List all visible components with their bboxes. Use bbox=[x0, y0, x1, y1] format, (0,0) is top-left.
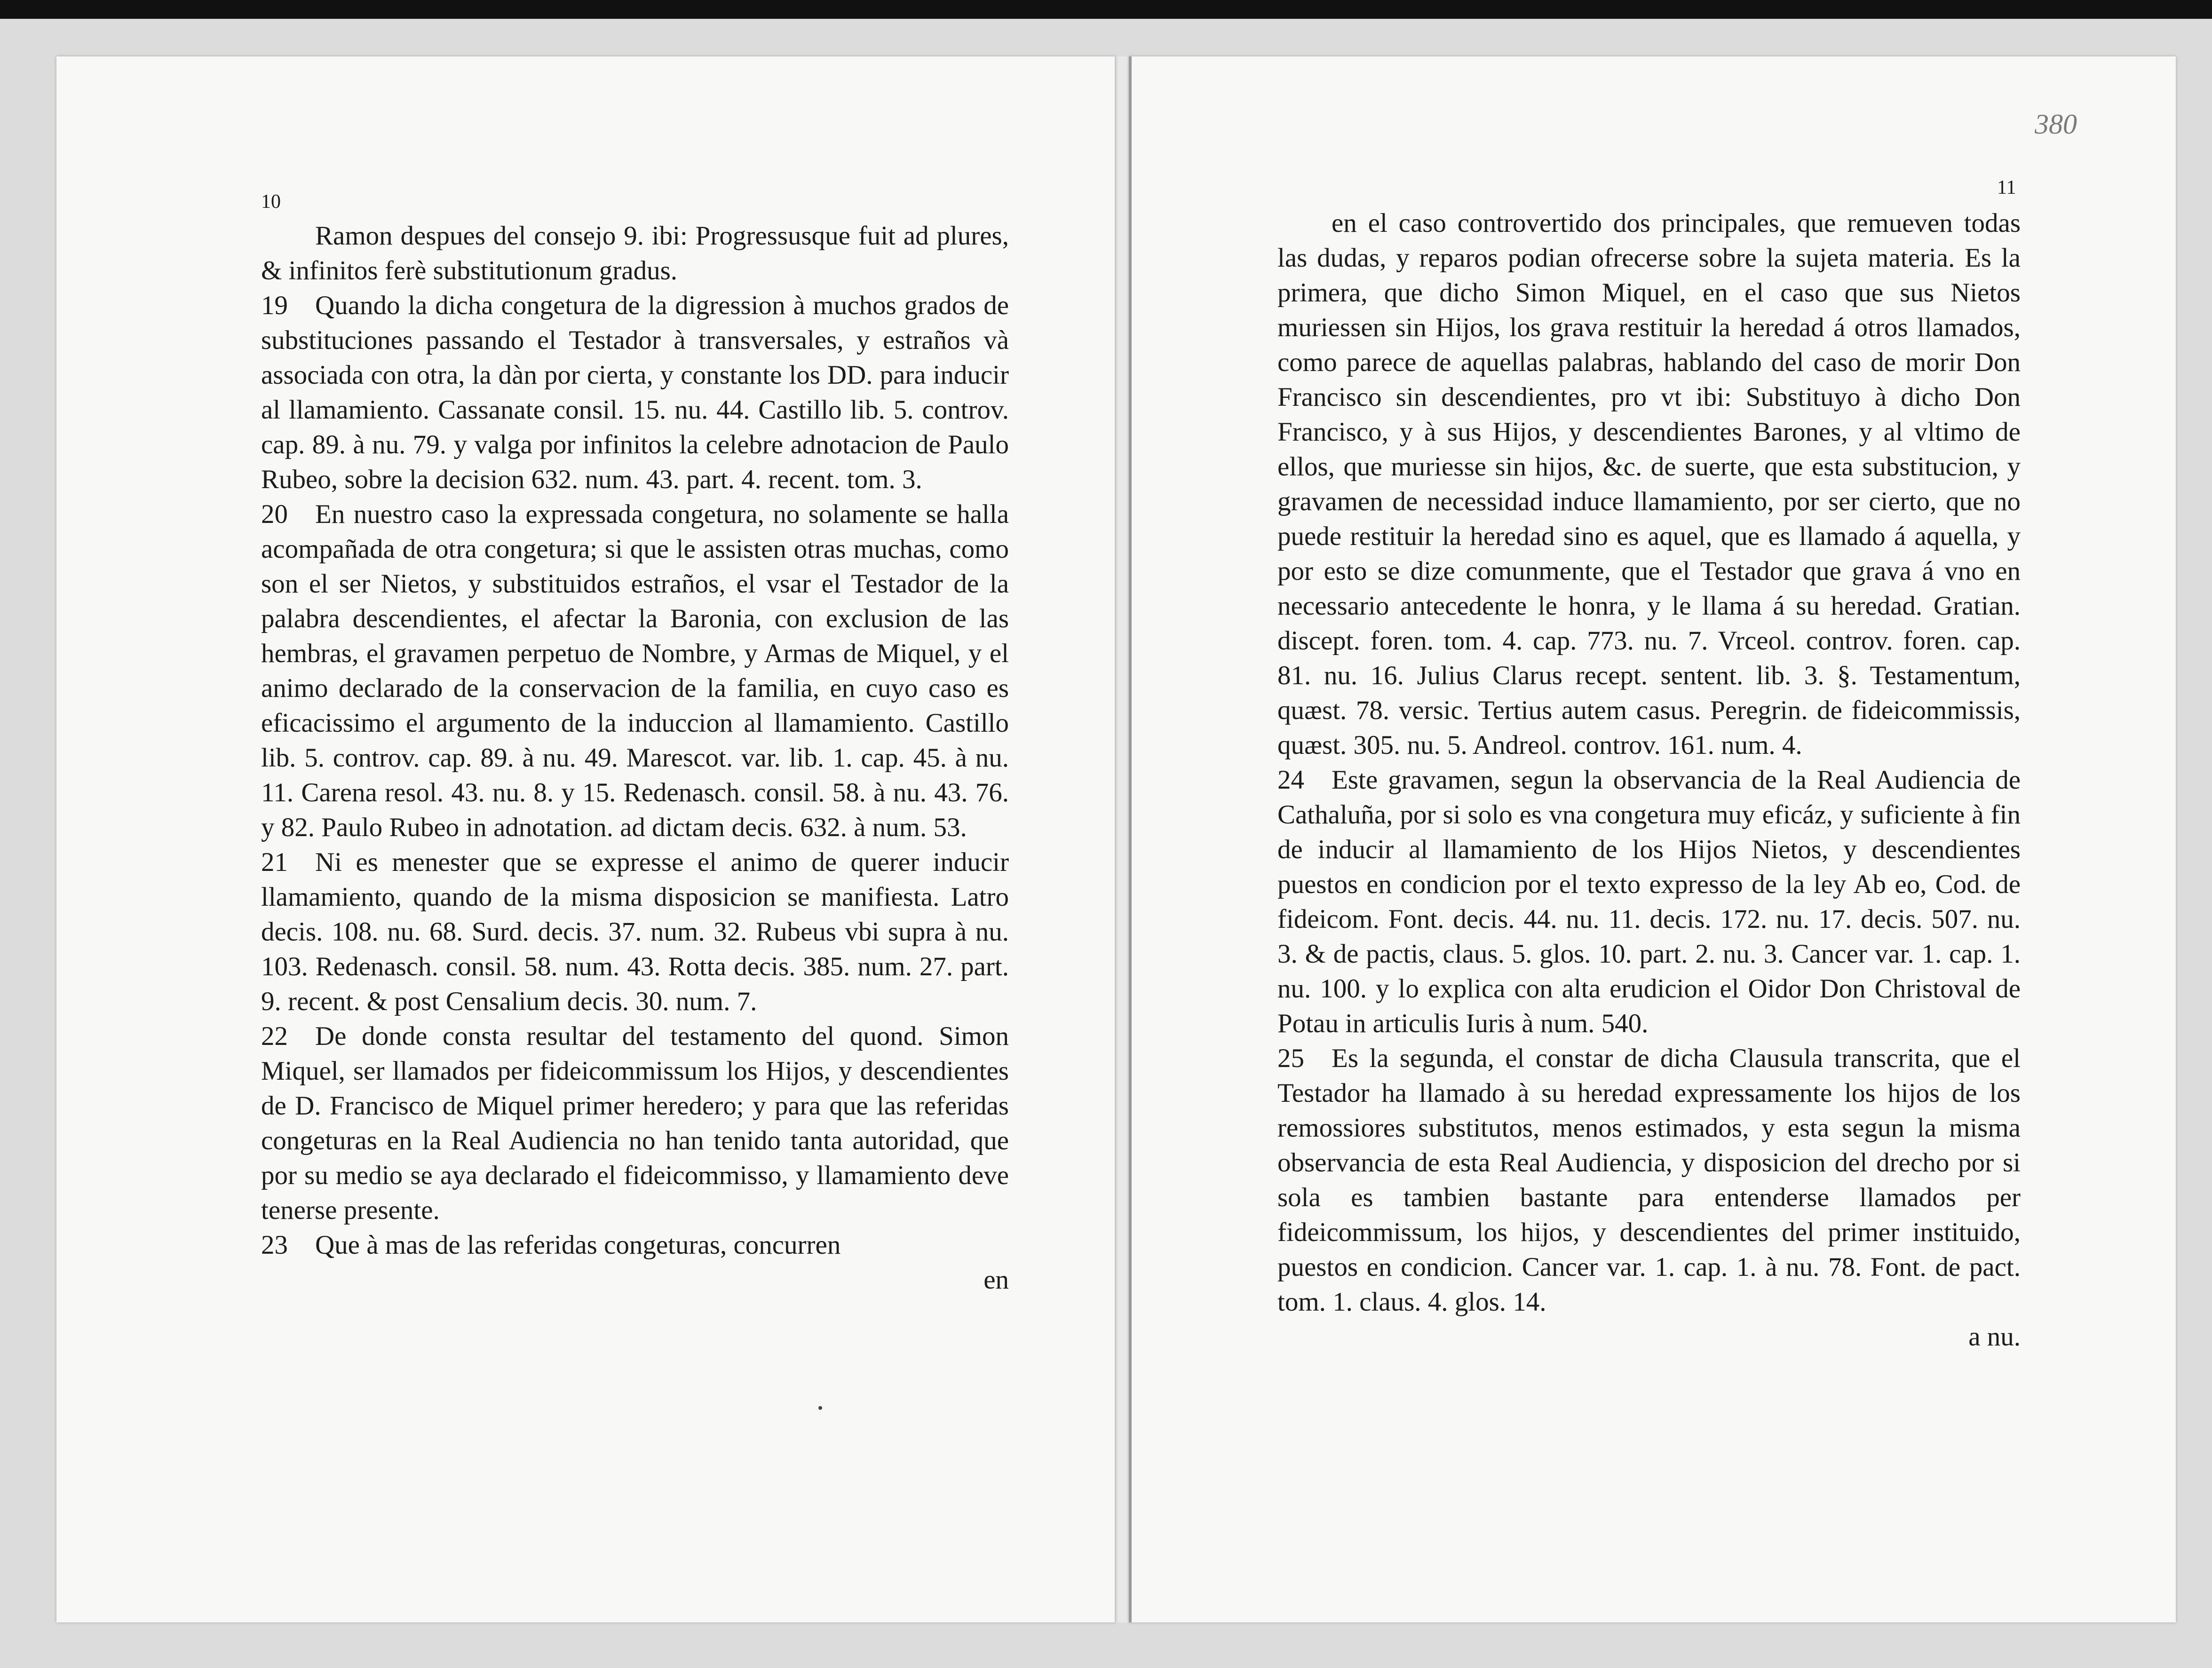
left-page-text bbox=[261, 219, 1009, 1297]
paragraph-text: Quando la dicha congetura de la digression à muchos grados de substituciones passando el Testador à transversales, y estraños và associada con otra, la dàn por cierta, y constante los DD. para inducir al llamamiento. Cassanate consil. 15. nu. 44. Castillo lib. 5. controv. cap. 89. à nu. 79. y valga por infinitos la celebre adnotacion de Paulo Rubeo, sobre la decision 632. num. 43. part. 4. recent. tom. 3. bbox=[261, 291, 1009, 494]
paragraph-text: Ramon despues del consejo 9. ibi: Progressusque fuit ad plures, & infinitos ferè substitutionum gradus. bbox=[261, 221, 1009, 285]
paragraph-text: Que à mas de las referidas congeturas, concurren bbox=[315, 1230, 841, 1260]
paragraph-text: En nuestro caso la expressada congetura, no solamente se halla acompañada de otra congetura; si que le assisten otras muchas, como son el ser Nietos, y substituidos estraños, el vsar el Testador de la palabra descendientes, el afectar la Baronia, con exclusion de las hembras, el gravamen perpetuo de Nombre, y Armas de Miquel, y el animo declarado de la conservacion de la familia, en cuyo caso es eficacissimo el argumento de la induccion al llamamiento. Castillo lib. 5. controv. cap. 89. à nu. 49. Marescot. var. lib. 1. cap. 45. à nu. 11. Carena resol. 43. nu. 8. y 15. Redenasch. consil. 58. à nu. 43. 76. y 82. Paulo Rubeo in adnotation. ad dictam decis. 632. à num. 53. bbox=[261, 499, 1009, 842]
paragraph bbox=[261, 845, 1009, 1019]
scan-top-band bbox=[0, 0, 2212, 19]
paragraph-number: 21 bbox=[261, 847, 288, 877]
right-page-number: 11 bbox=[1997, 177, 2016, 198]
right-page-text bbox=[1277, 206, 2021, 1354]
paragraph bbox=[1277, 763, 2021, 1041]
left-page bbox=[56, 56, 1116, 1622]
book-gutter bbox=[1115, 56, 1129, 1622]
paragraph-text: en el caso controvertido dos principales, que remueven todas las dudas, y reparos podian ofrecerse sobre la sujeta materia. Es la primera, que dicho Simon Miquel, en el caso que sus Nietos muriessen sin Hijos, los grava restituir la heredad á otros llamados, como parece de aquellas palabras, hablando del caso de morir Don Francisco sin descendientes, pro vt ibi: Substituyo à dicho Don Francisco, y à sus Hijos, y descendientes Barones, y al vltimo de ellos, que muriesse sin hijos, &c. de suerte, que esta substitucion, y gravamen de necessidad induce llamamiento, por ser cierto, que no puede restituir la heredad sino es aquel, que es llamado á aquella, y por esto se dize comunmente, que el Testador que grava á vno en necessario antecedente le honra, y le llama á su heredad. Gratian. discept. foren. tom. 4. cap. 773. nu. 7. Vrceol. controv. foren. cap. 81. nu. 16. Julius Clarus recept. sentent. lib. 3. §. Testamentum, quæst. 78. versic. Tertius autem casus. Peregrin. de fideicommissis, quæst. 305. nu. 5. Andreol. controv. 161. num. 4. bbox=[1277, 208, 2021, 760]
paragraph-text: Ni es menester que se expresse el animo de querer inducir llamamiento, quando de la misma disposicion se manifiesta. Latro decis. 108. nu. 68. Surd. decis. 37. num. 32. Rubeus vbi supra à nu. 103. Redenasch. consil. 58. num. 43. Rotta decis. 385. num. 27. part. 9. recent. & post Censalium decis. 30. num. 7. bbox=[261, 847, 1009, 1016]
paragraph bbox=[261, 288, 1009, 497]
catchword: en bbox=[983, 1265, 1009, 1295]
right-page bbox=[1129, 56, 2176, 1622]
paragraph-number: 22 bbox=[261, 1021, 288, 1051]
paragraph bbox=[261, 1019, 1009, 1228]
paragraph-number: 23 bbox=[261, 1230, 288, 1260]
paragraph bbox=[261, 497, 1009, 845]
handwritten-folio-annotation: 380 bbox=[2035, 109, 2077, 140]
paragraph-number: 25 bbox=[1277, 1043, 1304, 1073]
paragraph bbox=[261, 1228, 1009, 1263]
paragraph-number: 24 bbox=[1277, 765, 1304, 795]
paragraph-text: De donde consta resultar del testamento del quond. Simon Miquel, ser llamados per fideicommissum los Hijos, y descendientes de D. Francisco de Miquel primer heredero; y para que las referidas congeturas en la Real Audiencia no han tenido tanta autoridad, que por su medio se aya declarado el fideicommisso, y llamamiento deve tenerse presente. bbox=[261, 1021, 1009, 1225]
left-page-number: 10 bbox=[261, 191, 281, 213]
paragraph-text: Es la segunda, el constar de dicha Clausula transcrita, que el Testador ha llamado à su heredad expressamente los hijos de los remossiores substitutos, menos estimados, y esta segun la misma observancia de esta Real Audiencia, y disposicion del drecho por si sola es tambien bastante para entenderse llamados per fideicommissum, los hijos, y descendientes del primer instituido, puestos en condicion. Cancer var. 1. cap. 1. à nu. 78. Font. de pact. tom. 1. claus. 4. glos. 14. bbox=[1277, 1043, 2021, 1317]
paragraph-text: Este gravamen, segun la observancia de la Real Audiencia de Cathaluña, por si solo es vna congetura muy eficáz, y suficiente à fin de inducir al llamamiento de los Hijos Nietos, y descendientes puestos en condicion por el texto expresso de la ley Ab eo, Cod. de fideicom. Font. decis. 44. nu. 11. decis. 172. nu. 17. decis. 507. nu. 3. & de pactis, claus. 5. glos. 10. part. 2. nu. 3. Cancer var. 1. cap. 1. nu. 100. y lo explica con alta erudicion el Oidor Don Christoval de Potau in articulis Iuris à num. 540. bbox=[1277, 765, 2021, 1038]
paragraph bbox=[1277, 1041, 2021, 1320]
catchword: a nu. bbox=[1968, 1322, 2021, 1352]
paragraph bbox=[1277, 206, 2021, 763]
paragraph-number: 20 bbox=[261, 499, 288, 529]
ink-speck bbox=[818, 1406, 822, 1410]
paragraph-number: 19 bbox=[261, 291, 288, 320]
paragraph bbox=[261, 219, 1009, 288]
